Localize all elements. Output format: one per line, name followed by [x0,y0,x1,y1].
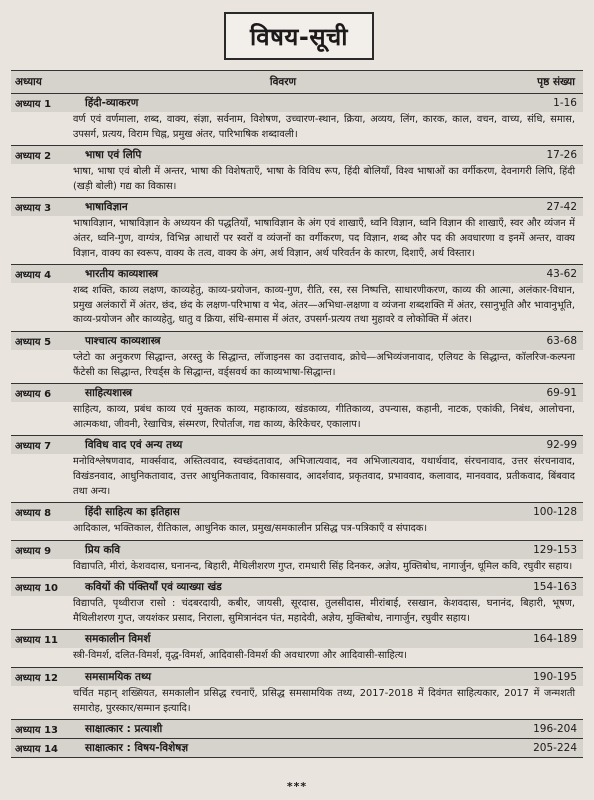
chapter-title: हिंदी साहित्य का इतिहास [85,506,180,519]
chapter-heading-bar [11,578,583,596]
header-chapter: अध्याय [15,76,42,88]
chapter-pages: 164-189 [533,633,577,646]
chapter-heading-bar [11,720,583,738]
chapter-row [11,436,583,503]
chapter-pages: 190-195 [533,671,577,684]
chapter-heading-bar [11,332,583,350]
chapter-pages: 154-163 [533,581,577,594]
chapter-pages: 129-153 [533,543,577,556]
chapter-number: अध्याय 8 [15,508,52,520]
chapter-topics: स्त्री-विमर्श, दलित-विमर्श, वृद्ध-विमर्श, आदिवासी-विमर्श की अवधारणा और आदिवासी-साहित्य। [73,650,407,662]
chapter-number: अध्याय 1 [15,99,52,110]
chapter-topics: वर्ण एवं वर्णमाला, शब्द, वाक्य, संज्ञा, सर्वनाम, विशेषण, उच्चारण-स्थान, क्रिया, अव्यय, लिंग, कारक, काल, वचन, वाच्य, संधि, समास, उपसर्ग, प्रत्यय, विराम चिह्न, प्रमुख अंतर, पारिभाषिक शब्दावली। [73,114,575,140]
chapter-row [11,541,583,579]
chapter-row [11,578,583,630]
chapter-pages: 92-99 [546,439,577,452]
chapter-topics: भाषा, भाषा एवं बोली में अन्तर, भाषा की विशेषताएँ, भाषा के विविध रूप, हिंदी बोलियाँ, विश्व भाषाओं का वर्गीकरण, देवनागरी लिपि, हिंदी (खड़ी बोली) गद्य का विकास। [73,166,575,192]
chapter-row [11,503,583,541]
chapter-title: विविध वाद एवं अन्य तथ्य [85,439,183,452]
chapter-topics: चर्चित महान् शख्सियत, समकालीन प्रसिद्ध रचनाएँ, प्रसिद्ध समसामयिक तथ्य, 2017-2018 में दिवंगत साहित्यकार, 2017 में जन्मशती समारोह, पुरस्कार/सम्मान इत्यादि। [73,688,575,714]
chapter-list [11,94,583,758]
chapter-number: अध्याय 2 [15,151,52,163]
chapter-title: साहित्यशास्त्र [85,387,132,400]
chapter-number: अध्याय 9 [15,545,52,557]
chapter-topics: शब्द शक्ति, काव्य लक्षण, काव्यहेतु, काव्य-प्रयोजन, काव्य-गुण, रीति, रस, रस निष्पत्ति, साधारणीकरण, काव्य की आत्मा, अलंकार-विधान, प्रमुख अलंकारों में अंतर, छंद, छंद के लक्षण-परिभाषा व भेद, अंतर—अभिधा-लक्षणा व व्यंजना शब्दशक्ति में अंतर, रसानुभूति और भावानुभूति, काव्य-प्रयोजन और काव्यहेतु, धातु व क्रिया, संधि-समास में अंतर, उपसर्ग-प्रत्यय तथा मुहावरे व लोकोक्ति में अंतर। [73,285,575,326]
chapter-title: कवियों की पंक्तियाँ एवं व्याख्या खंड [85,581,222,594]
chapter-heading-bar [11,384,583,402]
chapter-pages: 205-224 [533,742,577,755]
chapter-number: अध्याय 6 [15,389,52,401]
chapter-heading-bar [11,436,583,454]
chapter-number: अध्याय 3 [15,203,52,215]
chapter-topics: विद्यापति, पृथ्वीराज रासो : चंदबरदायी, कबीर, जायसी, सूरदास, तुलसीदास, मीरांबाई, रसखान, केशवदास, घनानंद, बिहारी, भूषण, मैथिलीशरण गुप्त, जयशंकर प्रसाद, निराला, सुमित्रानंदन पंत, महादेवी, अज्ञेय, मुक्तिबोध, नागार्जुन, रघुवीर सहाय। [73,598,575,624]
chapter-row [11,265,583,332]
chapter-row [11,332,583,384]
chapter-heading-bar [11,198,583,216]
chapter-title: समसामयिक तथ्य [85,671,152,684]
chapter-row [11,630,583,668]
chapter-heading-bar [11,541,583,559]
chapter-pages: 196-204 [533,723,577,736]
chapter-heading-bar [11,94,583,112]
chapter-title: भाषाविज्ञान [85,201,128,214]
chapter-pages: 17-26 [546,149,577,162]
chapter-heading-bar [11,668,583,686]
chapter-number: अध्याय 4 [15,270,52,282]
chapter-pages: 69-91 [546,387,577,400]
page-title: विषय-सूची [224,12,374,60]
chapter-number: अध्याय 11 [15,635,58,647]
chapter-row [11,198,583,265]
chapter-topics: प्लेटो का अनुकरण सिद्धान्त, अरस्तु के सिद्धान्त, लॉजाइनस का उदात्तवाद, क्रोचे—अभिव्यंजनावाद, एलियट के सिद्धान्त, कॉलरिज-कल्पना फैंटेसी का सिद्धान्त, रिचर्ड्स के सिद्धान्त, वर्ड्सवर्थ का काव्यभाषा-सिद्धान्त। [73,351,575,378]
contents-table [11,70,583,758]
chapter-title: पाश्चात्य काव्यशास्त्र [85,334,161,347]
chapter-pages: 27-42 [546,201,577,214]
chapter-heading-bar [11,503,583,521]
chapter-title: हिंदी-व्याकरण [85,97,139,109]
chapter-pages: 43-62 [546,268,577,281]
chapter-pages: 63-68 [546,334,577,347]
chapter-title: प्रिय कवि [85,543,121,556]
chapter-topics: भाषाविज्ञान, भाषाविज्ञान के अध्ययन की पद्धतियाँ, भाषाविज्ञान के अंग एवं शाखाएँ, ध्वनि विज्ञान, ध्वनि विज्ञान की शाखाएँ, स्वर और व्यंजन में अंतर, ध्वनि-गुण, वाग्यंत्र, विभिन्न आधारों पर स्वरों व व्यंजनों का वर्गीकरण, पद विज्ञान, शब्द और पद की अवधारणा व इनमें अन्तर, वाक्य विज्ञान, वाक्य का स्वरूप, वाक्य के तत्व, वाक्य के अंग, अर्थ विज्ञान, अर्थ परिवर्तन के कारण, दिशाएँ, अर्थ विस्तार। [73,218,575,259]
chapter-topics: आदिकाल, भक्तिकाल, रीतिकाल, आधुनिक काल, प्रमुख/समकालीन प्रसिद्ध पत्र-पत्रिकाएँ व संपादक। [73,523,428,535]
chapter-heading-bar [11,630,583,648]
chapter-row [11,94,583,146]
chapter-pages: 100-128 [533,506,577,519]
chapter-title: भारतीय काव्यशास्त्र [85,268,159,281]
chapter-number: अध्याय 10 [15,583,58,595]
chapter-heading-bar [11,739,583,757]
chapter-row [11,668,583,720]
header-description: विवरण [269,76,297,88]
chapter-row [11,720,583,739]
chapter-number: अध्याय 14 [15,744,58,756]
table-header [11,71,583,94]
chapter-number: अध्याय 13 [15,725,58,737]
footer-stars: *** [286,780,308,793]
chapter-topics: साहित्य, काव्य, प्रबंध काव्य एवं मुक्तक काव्य, महाकाव्य, खंडकाव्य, गीतिकाव्य, उपन्यास, कहानी, नाटक, एकांकी, निबंध, आलोचना, आत्मकथा, जीवनी, रेखाचित्र, संस्मरण, रिपोर्ताज, गद्य काव्य, केरिकेचर, एकालाप। [73,404,576,430]
chapter-number: अध्याय 12 [15,673,58,685]
chapter-title: साक्षात्कार : विषय-विशेषज्ञ [85,742,189,755]
chapter-number: अध्याय 7 [15,441,52,453]
chapter-title: साक्षात्कार : प्रत्याशी [85,723,163,736]
chapter-pages: 1-16 [553,97,577,109]
chapter-title: भाषा एवं लिपि [85,149,142,162]
chapter-title: समकालीन विमर्श [85,633,151,646]
chapter-row [11,739,583,758]
chapter-heading-bar [11,265,583,283]
chapter-number: अध्याय 5 [15,336,52,348]
header-pages: पृष्ठ संख्या [537,76,575,88]
chapter-topics: मनोविश्लेषणवाद, मार्क्सवाद, अस्तित्ववाद, स्वच्छंदतावाद, अभिजात्यवाद, नव अभिजात्यवाद, यथार्थवाद, संरचनावाद, उत्तर संरचनावाद, विखंडनवाद, आधुनिकतावाद, उत्तर आधुनिकतावाद, विकासवाद, आदर्शवाद, प्रकृतवाद, प्रभाववाद, कलावाद, मानववाद, प्रतीकवाद, बिंबवाद तथा अन्य। [73,456,575,497]
chapter-topics: विद्यापति, मीरां, केशवदास, घनानन्द, बिहारी, मैथिलीशरण गुप्त, रामधारी सिंह दिनकर, अज्ञेय, मुक्तिबोध, नागार्जुन, धूमिल कवि, रघुवीर सहाय। [73,560,573,572]
chapter-row [11,146,583,198]
chapter-heading-bar [11,146,583,164]
chapter-row [11,384,583,436]
